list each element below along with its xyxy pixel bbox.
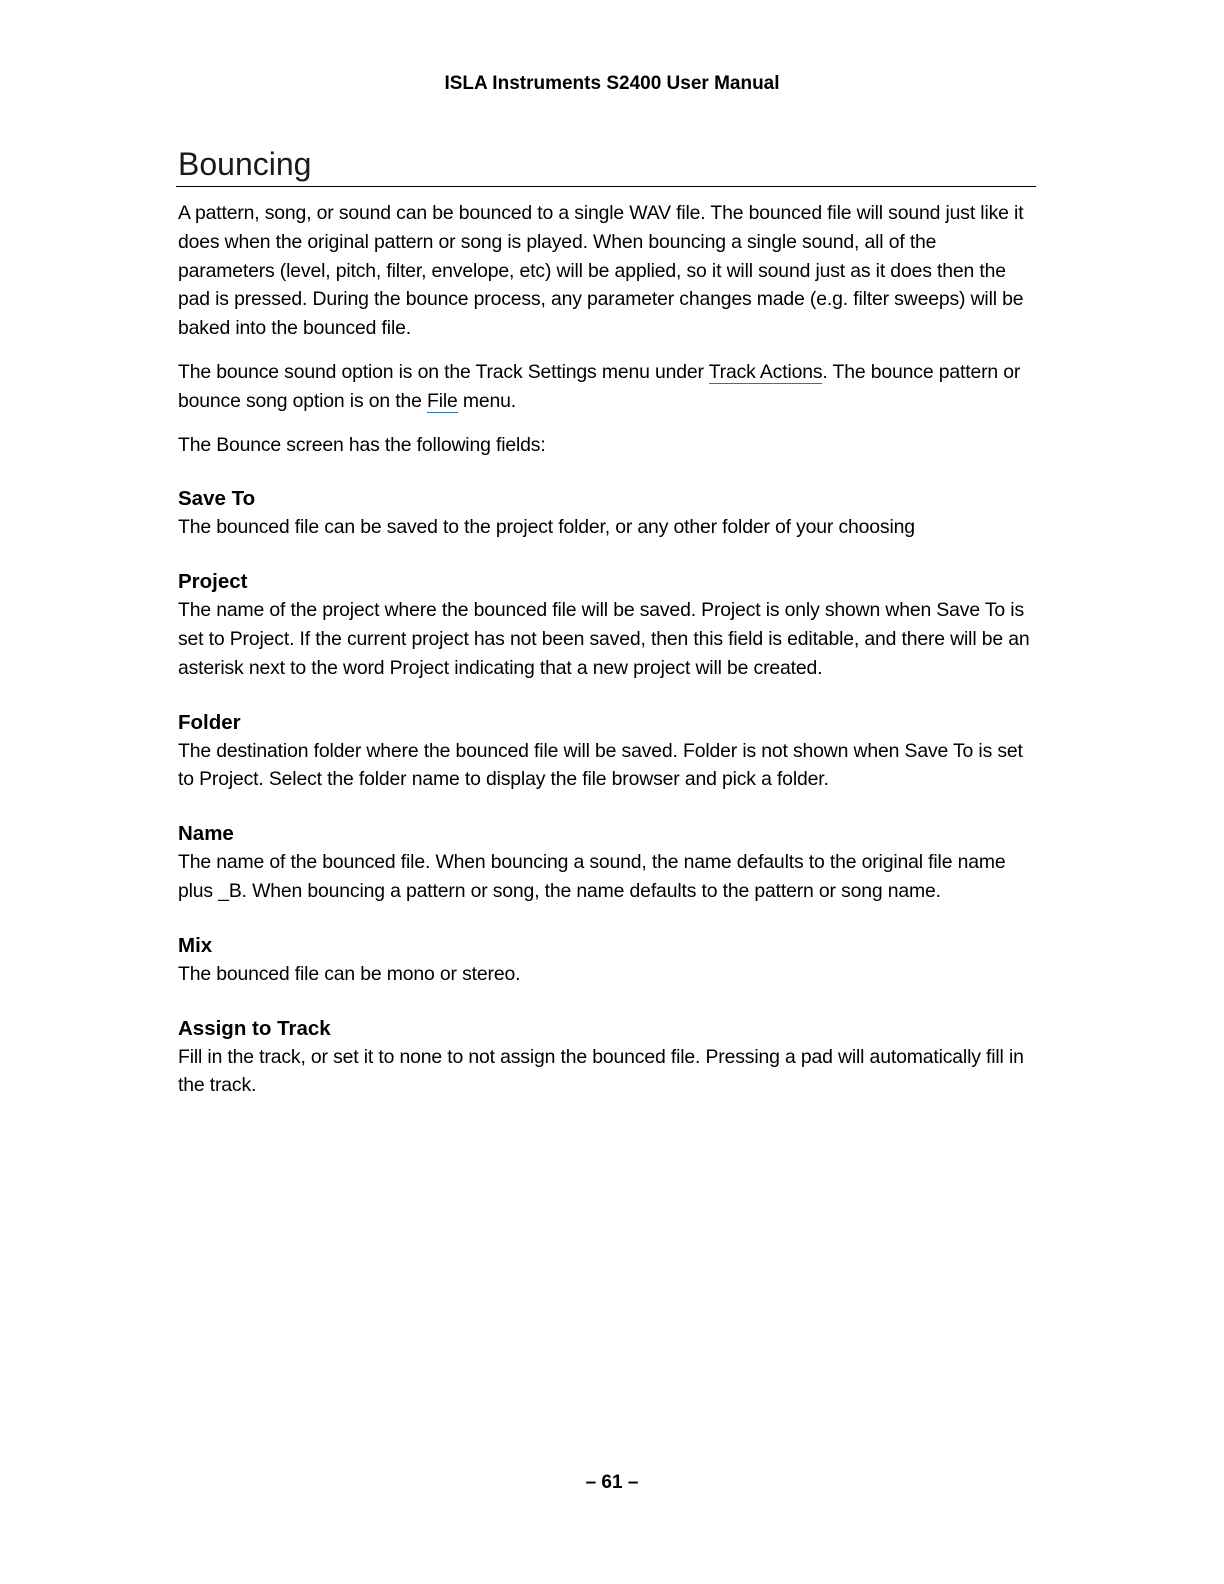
- field-save-to: [178, 484, 1036, 542]
- running-header: ISLA Instruments S2400 User Manual: [444, 73, 780, 94]
- field-name: [178, 819, 1036, 906]
- intro-paragraph: A pattern, song, or sound can be bounced to a single WAV file. The bounced file will sound just like it does when the original pattern or song is played. When bouncing a single sound, all of the parameters (level, pitch, filter, envelope, etc) will be applied, so it will sound just as it does then the pad is pressed. During the bounce process, any parameter changes made (e.g. filter sweeps) will be baked into the bounced file.: [178, 202, 1024, 340]
- field-title-mix: Mix: [178, 933, 213, 957]
- field-description-mix: The bounced file can be mono or stereo.: [178, 962, 521, 985]
- field-title-name: Name: [178, 822, 234, 846]
- field-title-assign-to-track: Assign to Track: [178, 1016, 331, 1040]
- field-title-save-to: Save To: [178, 487, 256, 511]
- field-assign-to-track: [178, 1014, 1036, 1101]
- field-project: [178, 567, 1036, 682]
- page-content: [178, 144, 1036, 1100]
- field-description-assign-to-track: Fill in the track, or set it to none to not assign the bounced file. Pressing a pad will automatically fill in the track.: [178, 1045, 1024, 1097]
- title-divider: [176, 186, 1036, 187]
- section-title: Bouncing: [178, 146, 312, 182]
- file-menu-link[interactable]: File: [427, 389, 458, 412]
- fields-intro-paragraph: The Bounce screen has the following fields:: [178, 433, 546, 456]
- bounce-location-paragraph: [178, 358, 1036, 416]
- field-description-project: The name of the project where the bounced file will be saved. Project is only shown when Save To is set to Project. If the current project has not been saved, then this field is editable, and there will be an asterisk next to the word Project indicating that a new project will be created.: [178, 599, 1030, 679]
- field-title-project: Project: [178, 570, 248, 594]
- track-actions-link[interactable]: Track Actions: [708, 360, 823, 383]
- field-description-name: The name of the bounced file. When bouncing a sound, the name defaults to the original file name plus _B. When bouncing a pattern or song, the name defaults to the pattern or song name.: [178, 851, 1006, 902]
- field-title-folder: Folder: [178, 710, 241, 734]
- location-text-2: . The bounce pattern or bounce song option is on the: [178, 360, 1021, 412]
- field-description-folder: The destination folder where the bounced file will be saved. Folder is not shown when Save To is set to Project. Select the folder name to display the file browser and pick a folder.: [178, 739, 1023, 791]
- page-number: – 61 –: [585, 1472, 639, 1493]
- field-mix: [178, 931, 1036, 989]
- location-text-3: menu.: [457, 389, 517, 412]
- location-text-1: The bounce sound option is on the Track Settings menu under: [178, 360, 709, 383]
- field-description-save-to: The bounced file can be saved to the project folder, or any other folder of your choosing: [178, 516, 915, 539]
- field-folder: [178, 708, 1036, 795]
